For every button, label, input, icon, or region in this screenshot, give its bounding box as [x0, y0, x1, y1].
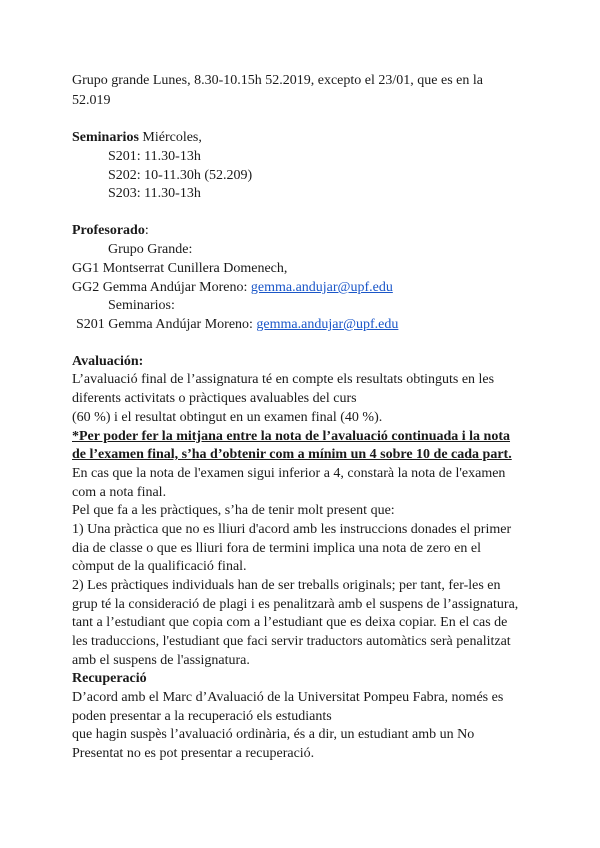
- seminar-item-s201: S201: 11.30-13h: [108, 149, 201, 164]
- s201-teacher: [76, 315, 398, 334]
- avaluacio-body-line: com a nota final.: [72, 485, 167, 500]
- recuperacio-text-line: D’acord amb el Marc d’Avaluació de la Universitat Pompeu Fabra, només es: [72, 690, 504, 705]
- avaluacio-body-line: dia de classe o que es lliuri fora de termini implica una nota de zero en el: [72, 541, 481, 556]
- recuperacio-heading: Recuperació: [72, 671, 147, 686]
- avaluacio-requirement-line: de l’examen final, s’ha d’obtenir com a mínim un 4 sobre 10 de cada part.: [72, 447, 512, 462]
- recuperacio-text-line: Presentat no es pot presentar a recuperació.: [72, 746, 315, 761]
- avaluacio-body-line: En cas que la nota de l'examen sigui inferior a 4, constarà la nota de l'examen: [72, 466, 506, 481]
- grupo-grande-schedule-line2: 52.019: [72, 93, 111, 108]
- avaluacio-requirement-line: *Per poder fer la mitjana entre la nota de l’avaluació continuada i la nota: [72, 429, 511, 444]
- avaluacio-text-line: diferents activitats o pràctiques avaluables del curs: [72, 391, 357, 406]
- gg2-email-link[interactable]: gemma.andujar@upf.edu: [250, 280, 393, 295]
- avaluacio-body-line: Pel que fa a les pràctiques, s’ha de tenir molt present que:: [72, 503, 395, 518]
- profesorado-heading: Profesorado: [72, 223, 145, 238]
- s201-teacher-name: S201 Gemma Andújar Moreno:: [76, 317, 257, 332]
- seminarios-day: Miércoles,: [138, 130, 202, 145]
- avaluacio-body-line: grup té la consideració de plagi i es penalitzarà amb el suspens de l’assignatura,: [72, 597, 519, 612]
- gg2-teacher: [72, 278, 393, 297]
- seminarios-heading: Seminarios: [72, 130, 139, 145]
- avaluacio-body-line: amb el suspens de l'assignatura.: [72, 653, 250, 668]
- avaluacio-body-line: tant a l’estudiant que copia com a l’estudiant que es deixa copiar. En el cas de: [72, 615, 508, 630]
- profesorado-line: [72, 221, 149, 240]
- avaluacio-text-line: (60 %) i el resultat obtingut en un examen final (40 %).: [72, 410, 383, 425]
- profesorado-colon: :: [144, 223, 149, 238]
- seminarios-line: [72, 128, 202, 147]
- avaluacio-body-line: les traduccions, l'estudiant que faci servir traductors automàtics serà penalitzat: [72, 634, 511, 649]
- gg1-teacher: GG1 Montserrat Cunillera Domenech,: [72, 261, 288, 276]
- recuperacio-text-line: que hagin suspès l’avaluació ordinària, és a dir, un estudiant amb un No: [72, 727, 475, 742]
- avaluacio-body-line: còmput de la qualificació final.: [72, 559, 247, 574]
- recuperacio-text-line: poden presentar a la recuperació els estudiants: [72, 709, 332, 724]
- s201-email-link[interactable]: gemma.andujar@upf.edu: [256, 317, 399, 332]
- avaluacio-text-line: L’avaluació final de l’assignatura té en compte els resultats obtinguts en les: [72, 372, 495, 387]
- grupo-grande-schedule-line1: Grupo grande Lunes, 8.30-10.15h 52.2019, excepto el 23/01, que es en la: [72, 73, 483, 88]
- seminarios-label: Seminarios:: [108, 298, 175, 313]
- seminar-item-s202: S202: 10-11.30h (52.209): [108, 168, 253, 183]
- avaluacio-body-line: 1) Una pràctica que no es lliuri d'acord amb les instruccions donades el primer: [72, 522, 512, 537]
- avaluacio-heading: Avaluación:: [72, 354, 144, 369]
- grupo-grande-label: Grupo Grande:: [108, 242, 193, 257]
- seminar-item-s203: S203: 11.30-13h: [108, 186, 201, 201]
- gg2-teacher-name: GG2 Gemma Andújar Moreno:: [72, 280, 251, 295]
- avaluacio-body-line: 2) Les pràctiques individuals han de ser treballs originals; per tant, fer-les en: [72, 578, 501, 593]
